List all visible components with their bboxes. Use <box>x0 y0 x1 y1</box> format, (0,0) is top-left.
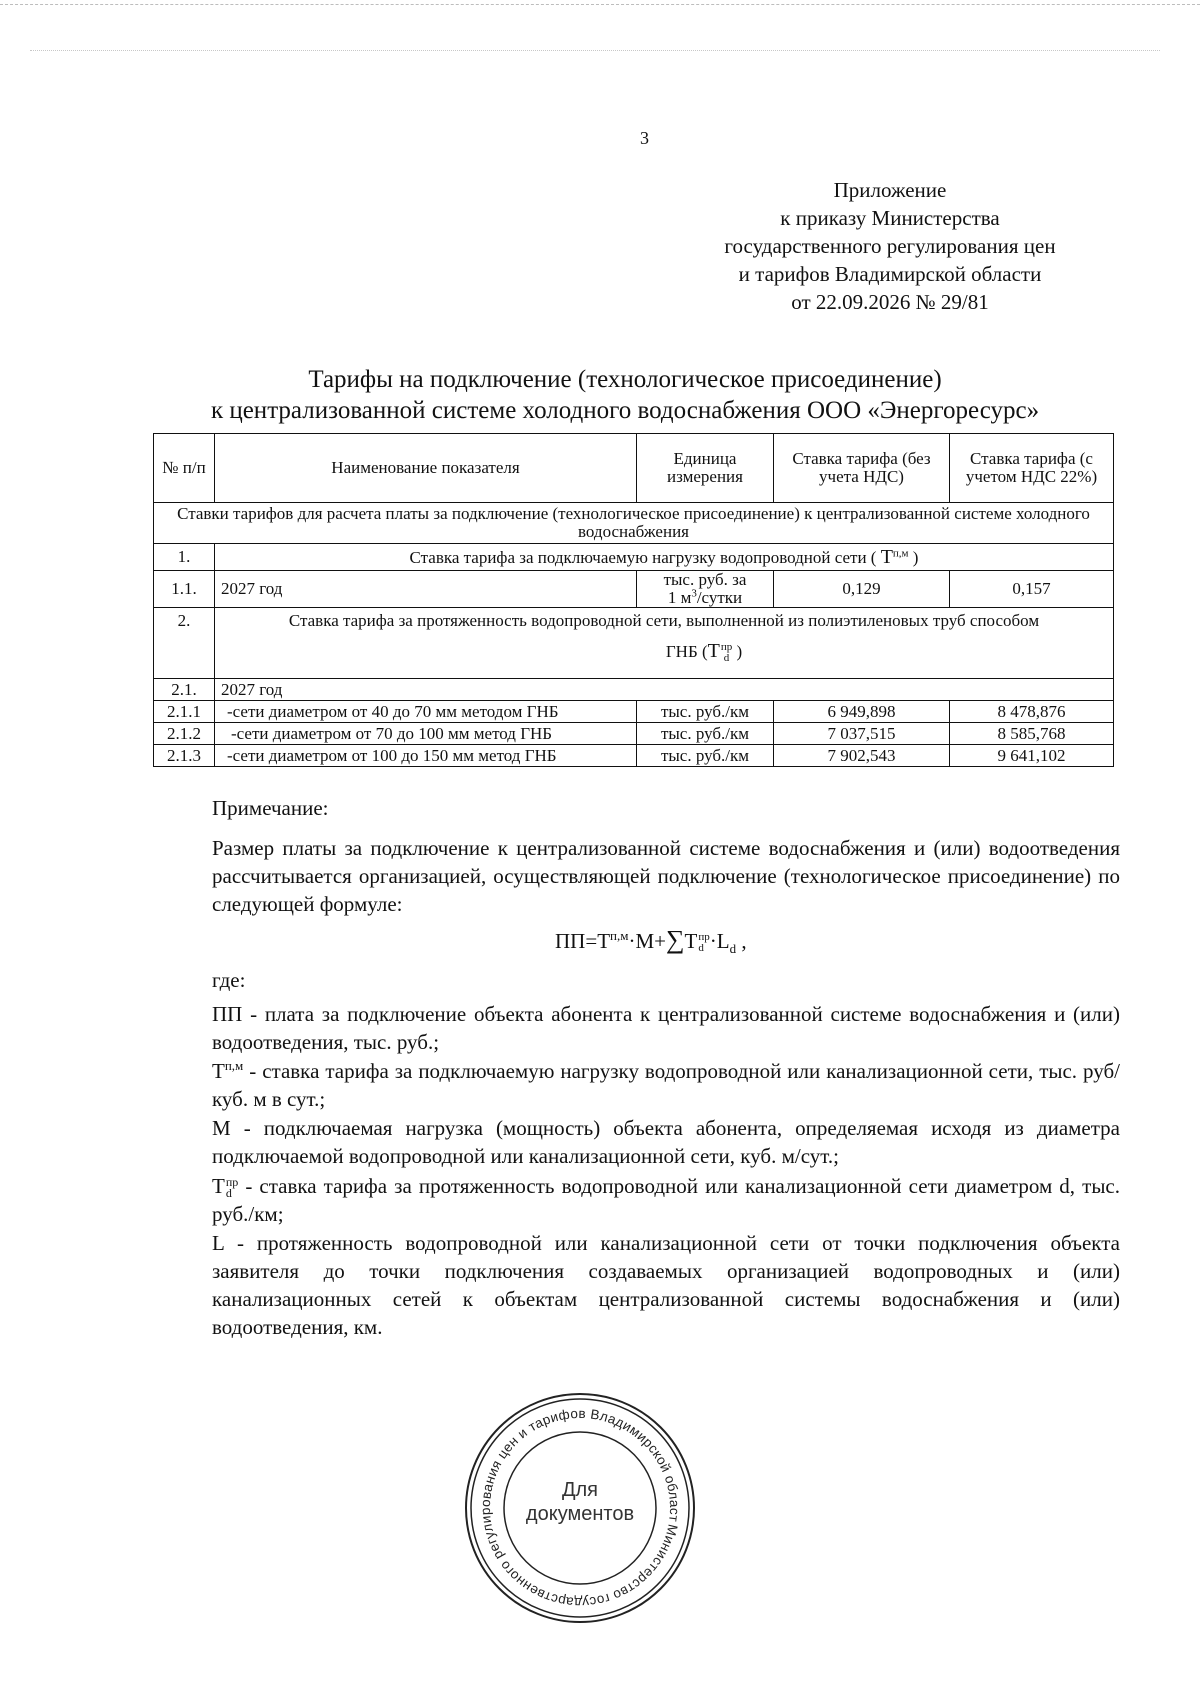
row-rate-vat: 8 585,768 <box>950 723 1114 745</box>
row-unit-per-day: /сутки <box>696 588 743 607</box>
fee-formula <box>555 925 747 955</box>
row-name: -сети диаметром от 100 до 150 мм метод ГНБ <box>215 745 637 767</box>
table-header-row <box>154 434 1114 503</box>
tariff-symbol-sup: п,м <box>892 546 909 559</box>
definition-td <box>158 1172 1120 1228</box>
definition-l <box>158 1229 1120 1341</box>
appendix-line: Приложение <box>833 178 947 202</box>
row-label-gnb: ГНБ ( <box>665 642 708 661</box>
table-row <box>154 571 1114 608</box>
definition-pp <box>158 1000 1120 1056</box>
tariff-symbol-indices <box>721 642 732 664</box>
definition-line <box>158 1172 1120 1228</box>
row-label <box>215 608 1114 679</box>
row-num: 1. <box>154 544 215 571</box>
stamp-center-text <box>462 1478 698 1526</box>
row-rate-no-vat: 0,129 <box>774 571 950 608</box>
definition-line <box>158 1114 1120 1170</box>
row-label-close: ) <box>912 547 919 567</box>
stamp-center-line-2: документов <box>525 1503 635 1525</box>
row-unit: тыс. руб./км <box>637 723 774 745</box>
row-unit: тыс. руб./км <box>637 701 774 723</box>
header-rate-no-vat: Ставка тарифа (без учета НДС) <box>774 434 950 503</box>
appendix-date-line: от 22.09.2026 № 29/81 <box>791 290 989 314</box>
definition-term-sub: d <box>225 1186 232 1201</box>
title-line-1: Тарифы на подключение (технологическое присоединение) <box>308 366 942 393</box>
definition-text: - ставка тарифа за подключаемую нагрузку водопроводной или канализационной сети, тыс. руб/куб. м в сут.; <box>212 1059 1120 1111</box>
table-row <box>154 544 1114 571</box>
formula-l: ·L <box>709 929 730 953</box>
header-name: Наименование показателя <box>215 434 637 503</box>
definition-line <box>158 1229 1120 1341</box>
row-rate-vat: 8 478,876 <box>950 701 1114 723</box>
row-num: 2. <box>154 608 215 679</box>
definition-m <box>158 1114 1120 1170</box>
table-row <box>154 608 1114 679</box>
row-num: 2.1.2 <box>154 723 215 745</box>
row-label-text: Ставка тарифа за подключаемую нагрузку водопроводной сети ( <box>409 547 877 567</box>
formula-lhs: ПП <box>555 929 586 953</box>
row-num: 2.1.1 <box>154 701 215 723</box>
header-num: № п/п <box>154 434 215 503</box>
formula-t2-sup: пр <box>698 931 710 944</box>
definition-term: ПП <box>212 1002 243 1026</box>
tariff-symbol-sub: d <box>723 652 730 665</box>
row-unit-line-2 <box>643 589 767 607</box>
definition-term: M <box>212 1116 231 1140</box>
tariff-table <box>153 433 1114 767</box>
row-rate-no-vat: 7 902,543 <box>774 745 950 767</box>
tariff-symbol: T <box>707 640 720 662</box>
table-row <box>154 701 1114 723</box>
row-unit-line-1: тыс. руб. за <box>663 570 747 589</box>
definition-line <box>158 1000 1120 1056</box>
section-row <box>154 503 1114 544</box>
formula-t1-sup: п,м <box>610 928 629 943</box>
table-row <box>154 723 1114 745</box>
row-name: -сети диаметром от 70 до 100 мм метод ГНБ <box>215 723 637 745</box>
row-num: 2.1. <box>154 679 215 701</box>
row-rate-no-vat: 6 949,898 <box>774 701 950 723</box>
row-unit: тыс. руб./км <box>637 745 774 767</box>
definition-text: - протяженность водопроводной или канализационной сети от точки подключения объекта заявителя до точки подключения создаваемых организацией водопроводных и (или) канализационных сетей к объектам централизованной системы водоснабжения и (или) водоотведения, км. <box>212 1231 1120 1339</box>
table-row <box>154 745 1114 767</box>
row-rate-vat: 9 641,102 <box>950 745 1114 767</box>
definition-line <box>158 1057 1120 1113</box>
tariff-symbol: T <box>880 545 893 568</box>
row-label-close: ) <box>736 642 743 661</box>
row-num: 2.1.3 <box>154 745 215 767</box>
definition-text: - ставка тарифа за протяженность водопроводной или канализационной сети диаметром d, тыс. руб./км; <box>212 1174 1120 1226</box>
formula-t2-sub: d <box>698 942 704 955</box>
formula-t2-indices <box>698 932 709 954</box>
formula-l-sub: d <box>729 941 737 957</box>
tariff-symbol-sup: пр <box>720 641 733 654</box>
row-num: 1.1. <box>154 571 215 608</box>
formula-t1: T <box>597 929 611 953</box>
row-unit-sup: 3 <box>691 587 697 600</box>
formula-t2: T <box>684 929 698 953</box>
row-rate-no-vat: 7 037,515 <box>774 723 950 745</box>
header-unit: Единица измерения <box>637 434 774 503</box>
stamp-center-line-1: Для <box>561 1479 599 1501</box>
definition-term-indices <box>226 1177 238 1199</box>
definition-tpm <box>158 1057 1120 1113</box>
document-title <box>150 364 1100 426</box>
appendix-block <box>690 176 1090 316</box>
row-rate-vat: 0,157 <box>950 571 1114 608</box>
definition-term-sup: п,м <box>224 1058 244 1073</box>
stamp-ring-text: Министерство государственного регулирования цен и тарифов Владимирской област <box>477 1405 683 1611</box>
row-unit-m: 1 м <box>667 588 692 607</box>
scan-edge-line <box>0 4 1200 5</box>
note-intro-text: Размер платы за подключение к централизованной системе водоснабжения и (или) водоотведения рассчитывается организацией, осуществляющей подключение (технологическое присоединение) по следующей формуле: <box>212 836 1120 916</box>
row-label-text: Ставка тарифа за протяженность водопроводной сети, выполненной из полиэтиленовых труб способом <box>288 611 1040 630</box>
definition-term: L <box>212 1231 225 1255</box>
definition-text: - плата за подключение объекта абонента к централизованной системе водоснабжения и (или) водоотведения, тыс. руб.; <box>212 1002 1120 1054</box>
header-rate-vat: Ставка тарифа (с учетом НДС 22%) <box>950 434 1114 503</box>
table-row <box>154 679 1114 701</box>
note-title: Примечание: <box>212 796 329 820</box>
row-name: 2027 год <box>215 679 1114 701</box>
scan-edge-dots <box>30 50 1160 51</box>
row-label <box>215 544 1114 571</box>
title-line-2: к централизованной системе холодного водоснабжения ООО «Энергоресурс» <box>210 397 1040 424</box>
formula-eq: = <box>585 929 598 953</box>
appendix-line: к приказу Министерства <box>780 206 1000 230</box>
appendix-line: и тарифов Владимирской области <box>738 262 1042 286</box>
formula-sum: ∑ <box>665 925 685 954</box>
where-label: где: <box>212 968 246 992</box>
row-name: 2027 год <box>215 571 637 608</box>
definition-text: - подключаемая нагрузка (мощность) объекта абонента, определяемая исходя из диаметра подключаемой водопроводной или канализационной сети, куб. м/сут.; <box>212 1116 1120 1168</box>
formula-m: ·M+ <box>628 929 666 953</box>
row-name: -сети диаметром от 40 до 70 мм методом ГНБ <box>215 701 637 723</box>
note-intro <box>158 834 1120 918</box>
definition-term-sup: пр <box>225 1175 239 1190</box>
row-label-symbol-line <box>301 642 1107 664</box>
definition-term: T <box>212 1059 225 1083</box>
row-unit <box>637 571 774 608</box>
official-stamp <box>462 1390 698 1626</box>
formula-tail: , <box>741 929 747 953</box>
definition-term: T <box>212 1174 225 1198</box>
appendix-line: государственного регулирования цен <box>724 234 1056 258</box>
section-title: Ставки тарифов для расчета платы за подключение (технологическое присоединение) к централизованной системе холодного водоснабжения <box>154 503 1114 544</box>
page-number: 3 <box>640 128 649 148</box>
